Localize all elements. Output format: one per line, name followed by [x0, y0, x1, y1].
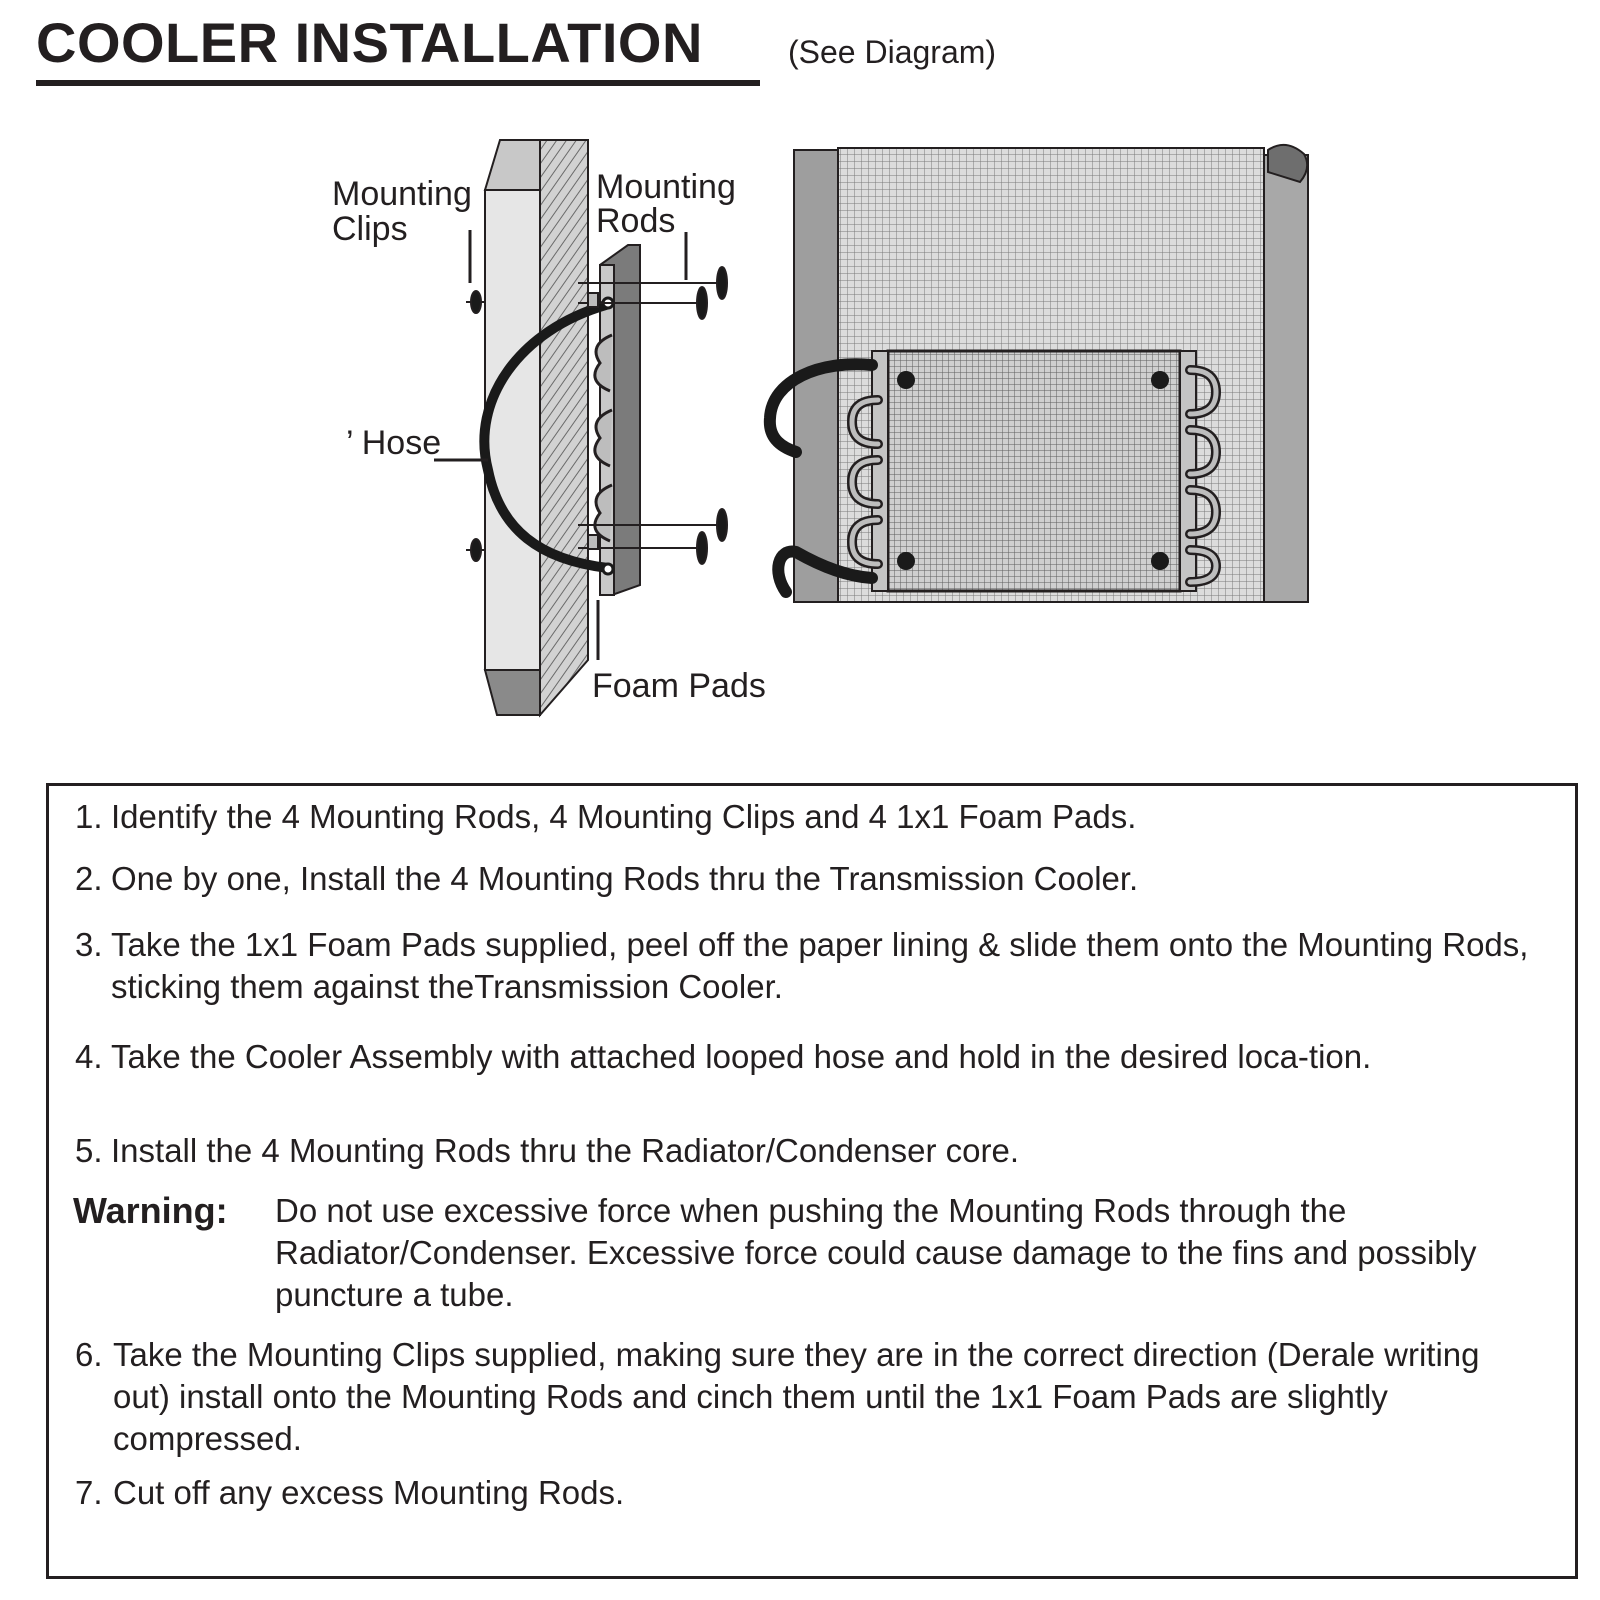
transmission-cooler	[888, 351, 1180, 591]
step-number: 7.	[75, 1474, 103, 1511]
step-text: Cut off any excess Mounting Rods.	[113, 1474, 625, 1511]
installation-diagram	[0, 0, 1600, 760]
instructions-box	[46, 783, 1578, 1579]
page-title: COOLER INSTALLATION	[36, 11, 703, 74]
radiator-tank-top	[485, 140, 540, 190]
step-number: 2.	[75, 860, 103, 897]
step-5	[75, 1130, 1545, 1172]
label-foam-pads: Foam Pads	[592, 667, 766, 705]
label-hose: ’ Hose	[346, 424, 442, 462]
step-number: 5.	[75, 1132, 103, 1169]
radiator-core-side	[540, 140, 588, 715]
warning-text: Do not use excessive force when pushing the Mounting Rods through the Radiator/Condenser. Excessive force could cause damage to the fins and possibly puncture a tube.	[275, 1192, 1477, 1313]
step-number: 6.	[75, 1336, 103, 1373]
step-6	[75, 1334, 1545, 1460]
step-number: 3.	[75, 926, 103, 963]
warning-label: Warning:	[73, 1190, 228, 1231]
cooler-tube-bend	[595, 410, 612, 466]
front-view	[770, 145, 1308, 602]
label-mounting-clips-line2: Clips	[332, 210, 408, 248]
step-7	[75, 1472, 1545, 1514]
label-mounting-rods-line1: Mounting	[596, 168, 736, 206]
step-2	[75, 858, 1545, 900]
label-mounting-clips-line1: Mounting	[332, 175, 472, 213]
radiator-tank-face	[485, 190, 540, 670]
radiator-right-tank	[1264, 155, 1308, 602]
step-text: Take the Cooler Assembly with attached looped hose and hold in the desired loca-tion.	[111, 1038, 1372, 1075]
radiator-tank-bottom	[485, 670, 540, 715]
side-view	[332, 140, 766, 715]
step-text: One by one, Install the 4 Mounting Rods thru the Transmission Cooler.	[111, 860, 1139, 897]
step-text: Identify the 4 Mounting Rods, 4 Mounting Clips and 4 1x1 Foam Pads.	[111, 798, 1137, 835]
step-text: Take the Mounting Clips supplied, making sure they are in the correct direction (Derale writing out) install onto the Mounting Rods and cinch them until the 1x1 Foam Pads are slightly compressed.	[113, 1336, 1480, 1457]
step-text: Install the 4 Mounting Rods thru the Radiator/Condenser core.	[111, 1132, 1020, 1169]
step-number: 4.	[75, 1038, 103, 1075]
cooler-tube-bend	[595, 485, 612, 541]
page-subtitle: (See Diagram)	[788, 34, 997, 70]
step-1	[75, 796, 1545, 838]
label-mounting-rods-line2: Rods	[596, 202, 676, 240]
step-number: 1.	[75, 798, 103, 835]
step-text: Take the 1x1 Foam Pads supplied, peel off the paper lining & slide them onto the Mounting Rods, sticking them against theTransmission Cooler.	[111, 926, 1529, 1005]
cooler-tube-bend	[595, 335, 612, 391]
step-4	[75, 1036, 1545, 1078]
step-3	[75, 924, 1545, 1008]
